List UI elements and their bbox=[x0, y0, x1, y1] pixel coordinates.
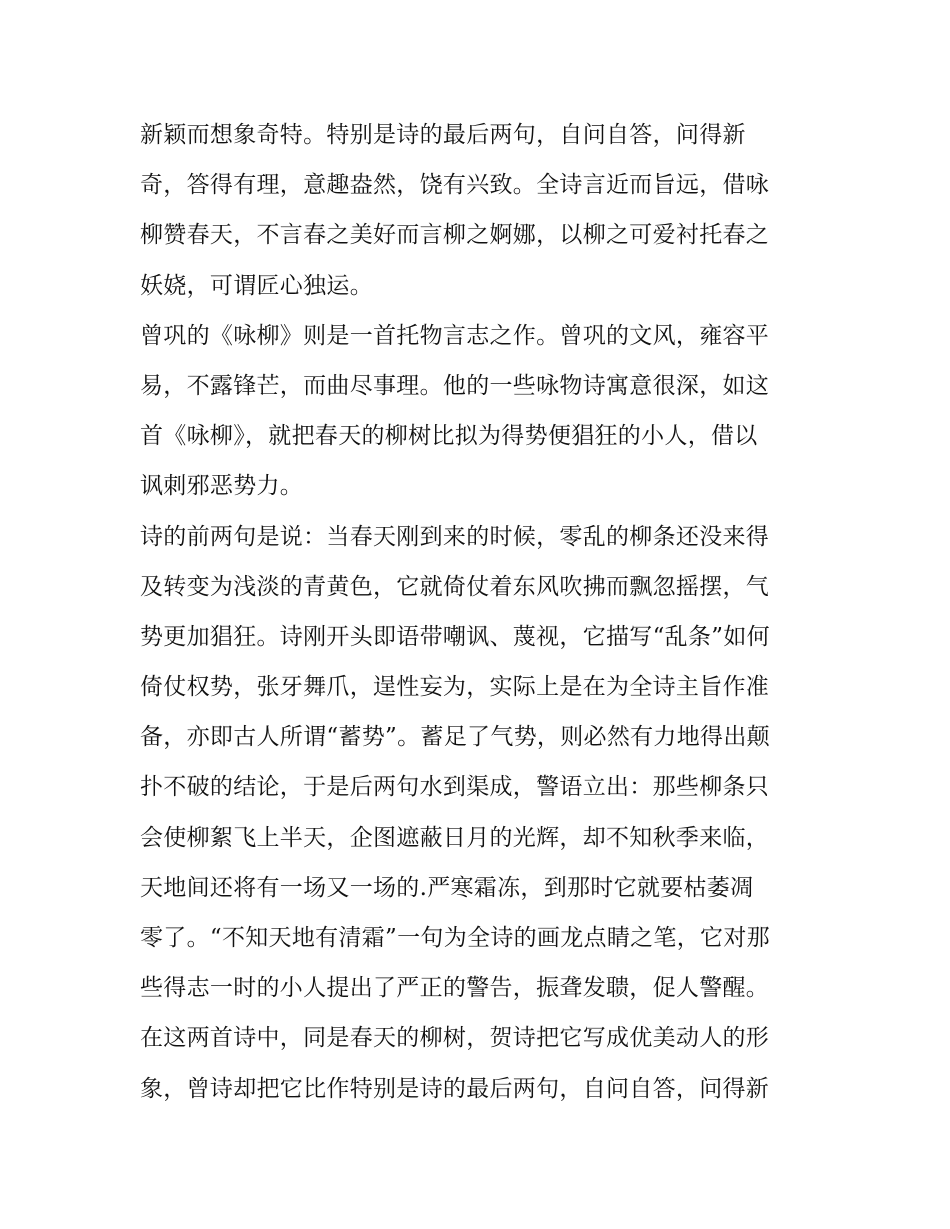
text-line: 柳赞春天，不言春之美好而言柳之婀娜，以柳之可爱衬托春之 bbox=[140, 222, 770, 249]
text-line: 倚仗权势，张牙舞爪，逞性妄为，实际上是在为全诗主旨作准 bbox=[140, 674, 770, 701]
text-line: 曾巩的《咏柳》则是一首托物言志之作。曾巩的文风，雍容平 bbox=[140, 322, 770, 349]
text-line: 势更加猖狂。诗刚开头即语带嘲讽、蔑视，它描写“乱条”如何 bbox=[140, 623, 770, 650]
text-line: 会使柳絮飞上半天，企图遮蔽日月的光辉，却不知秋季来临， bbox=[140, 824, 770, 851]
text-line: 易，不露锋芒，而曲尽事理。他的一些咏物诗寓意很深，如这 bbox=[140, 372, 770, 399]
text-line: 在这两首诗中，同是春天的柳树，贺诗把它写成优美动人的形 bbox=[140, 1025, 770, 1052]
text-line: 诗的前两句是说：当春天刚到来的时候，零乱的柳条还没来得 bbox=[140, 523, 770, 550]
text-line: 备，亦即古人所谓“蓄势”。蓄足了气势，则必然有力地得出颠 bbox=[140, 724, 770, 751]
text-line: 妖娆，可谓匠心独运。 bbox=[140, 272, 373, 299]
document-body bbox=[140, 110, 820, 1114]
text-line: 些得志一时的小人提出了严正的警告，振聋发聩，促人警醒。 bbox=[140, 975, 770, 1002]
text-line: 奇，答得有理，意趣盎然，饶有兴致。全诗言近而旨远，借咏 bbox=[140, 172, 770, 199]
text-line: 扑不破的结论，于是后两句水到渠成，警语立出：那些柳条只 bbox=[140, 774, 770, 801]
text-line: 天地间还将有一场又一场的.严寒霜冻，到那时它就要枯萎凋 bbox=[140, 874, 754, 901]
text-line: 象，曾诗却把它比作特别是诗的最后两句，自问自答，问得新 bbox=[140, 1075, 770, 1102]
text-line: 零了。“不知天地有清霜”一句为全诗的画龙点睛之笔，它对那 bbox=[140, 925, 770, 951]
text-line: 讽刺邪恶势力。 bbox=[140, 473, 304, 500]
text-line: 及转变为浅淡的青黄色，它就倚仗着东风吹拂而飘忽摇摆，气 bbox=[140, 573, 770, 600]
text-line: 新颖而想象奇特。特别是诗的最后两句，自问自答，问得新 bbox=[140, 122, 746, 148]
text-line: 首《咏柳》，就把春天的柳树比拟为得势便猖狂的小人，借以 bbox=[140, 423, 758, 450]
